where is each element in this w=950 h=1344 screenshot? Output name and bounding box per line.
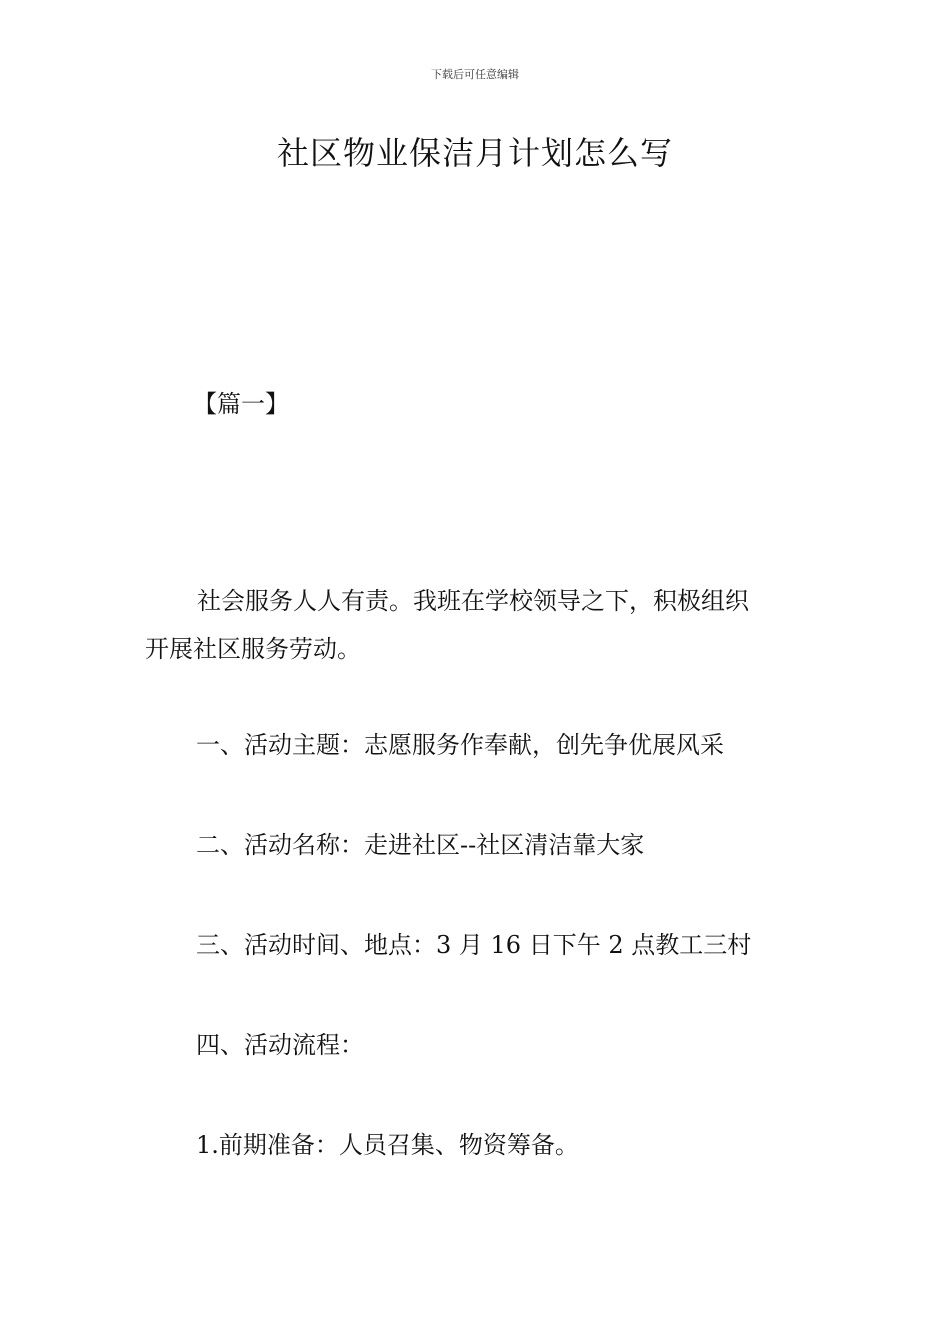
process-step-1: 1.前期准备：人员召集、物资筹备。 (196, 1131, 579, 1159)
document-title: 社区物业保洁月计划怎么写 (276, 134, 673, 172)
section-marker: 【篇一】 (193, 390, 289, 418)
intro-line-1: 社会服务人人有责。我班在学校领导之下，积极组织 (197, 587, 749, 615)
intro-line-2: 开展社区服务劳动。 (145, 635, 361, 663)
activity-process: 四、活动流程： (196, 1031, 364, 1059)
header-note: 下载后可任意编辑 (431, 68, 519, 81)
activity-theme: 一、活动主题：志愿服务作奉献，创先争优展风采 (196, 731, 724, 759)
activity-time-place: 三、活动时间、地点：3 月 16 日下午 2 点教工三村 (196, 931, 752, 959)
activity-name: 二、活动名称：走进社区--社区清洁靠大家 (196, 831, 645, 859)
intro-paragraph (145, 577, 825, 673)
